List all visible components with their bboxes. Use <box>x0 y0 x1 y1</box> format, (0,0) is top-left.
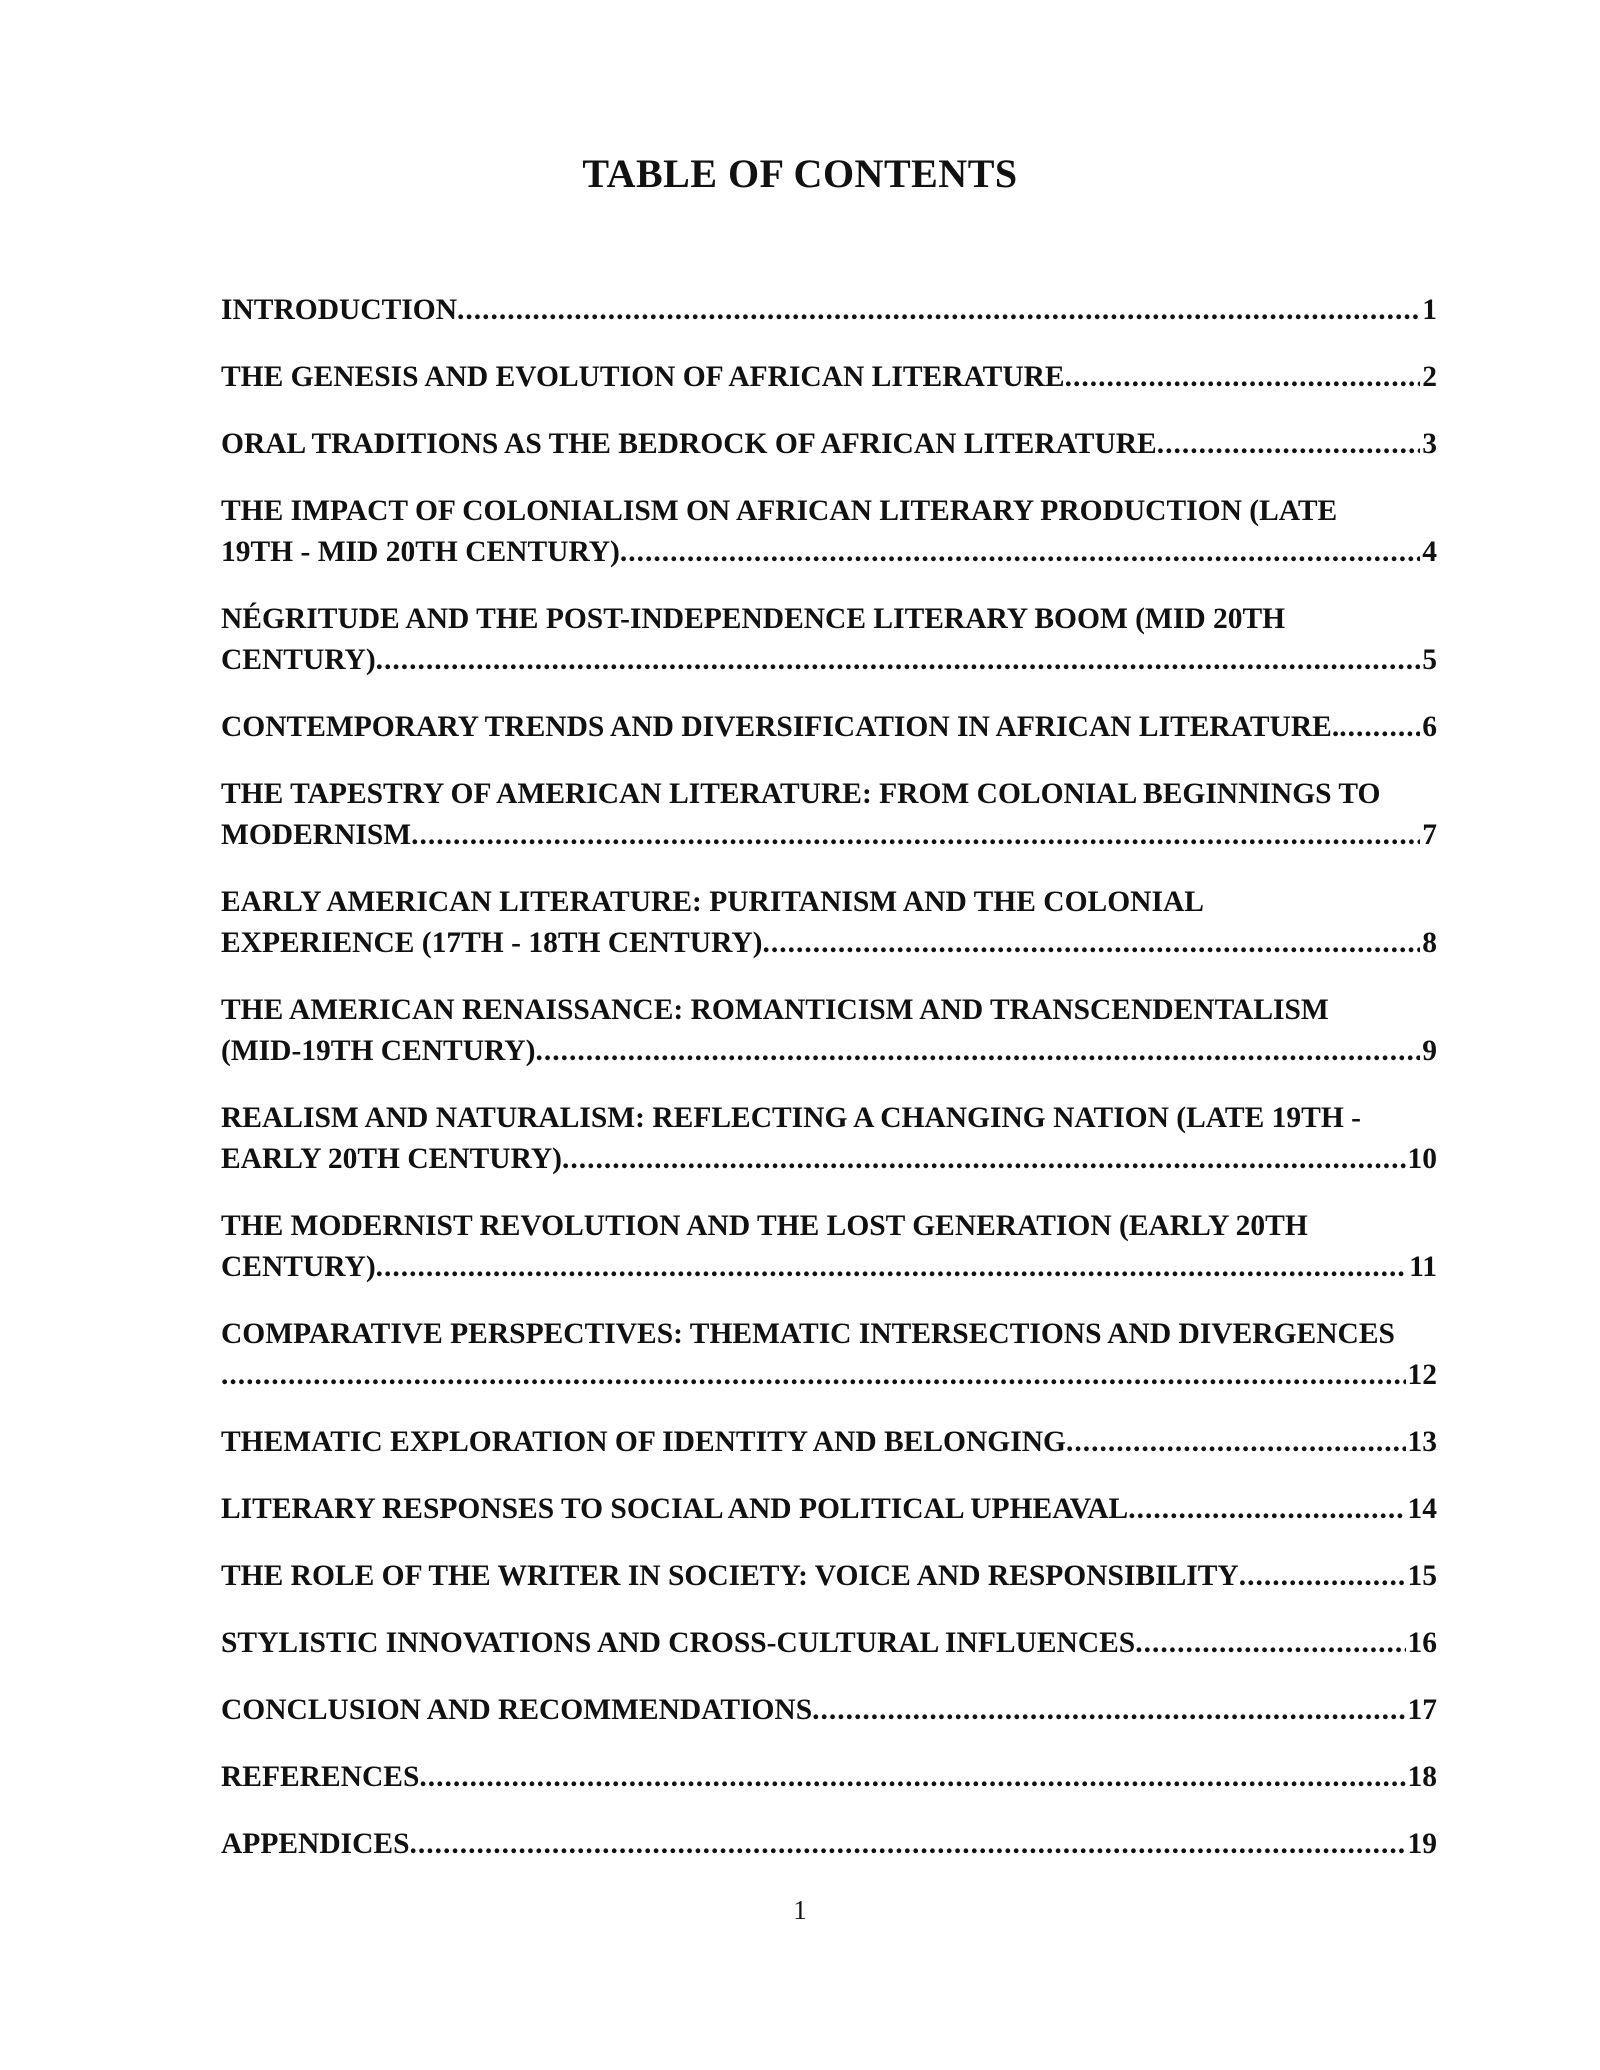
toc-page-number: 5 <box>1422 644 1437 676</box>
toc-entry[interactable] <box>221 1556 1437 1597</box>
toc-page-number: 9 <box>1422 1035 1437 1067</box>
toc-entry-title: CENTURY) <box>221 644 376 676</box>
toc-entry-title: INTRODUCTION <box>221 294 458 326</box>
toc-entry-leader-line <box>221 1824 1437 1865</box>
toc-entry[interactable] <box>221 357 1437 398</box>
toc-entry-leader-line <box>221 532 1437 573</box>
toc-entry-title-line: THE IMPACT OF COLONIALISM ON AFRICAN LITERARY PRODUCTION (LATE <box>221 495 1338 527</box>
toc-entry-title-line: NÉGRITUDE AND THE POST-INDEPENDENCE LITERARY BOOM (MID 20TH <box>221 603 1286 635</box>
toc-entry[interactable] <box>221 1314 1437 1396</box>
toc-entry-leader-line <box>221 640 1437 681</box>
toc-entry-title: APPENDICES <box>221 1828 410 1860</box>
toc-entry-leader-line <box>221 1247 1437 1288</box>
toc-page-number: 6 <box>1422 711 1437 743</box>
toc-entry-leader-line <box>221 815 1437 856</box>
dot-leader <box>812 1690 1405 1731</box>
dot-leader <box>1239 1556 1406 1597</box>
toc-entry[interactable] <box>221 1422 1437 1463</box>
toc-entry[interactable] <box>221 1690 1437 1731</box>
toc-page-number: 4 <box>1422 536 1437 568</box>
toc-page-number: 14 <box>1407 1493 1437 1525</box>
toc-entry-title: STYLISTIC INNOVATIONS AND CROSS-CULTURAL INFLUENCES <box>221 1627 1136 1659</box>
toc-entry[interactable] <box>221 290 1437 331</box>
toc-page-number: 10 <box>1407 1143 1437 1175</box>
dot-leader <box>221 1355 1406 1396</box>
dot-leader <box>457 290 1420 331</box>
toc-entry[interactable] <box>221 774 1437 856</box>
toc-entry-title: THEMATIC EXPLORATION OF IDENTITY AND BELONGING <box>221 1426 1066 1458</box>
toc-entry[interactable] <box>221 424 1437 465</box>
toc-page-number: 12 <box>1407 1359 1437 1391</box>
toc-entry-title: THE GENESIS AND EVOLUTION OF AFRICAN LITERATURE <box>221 361 1065 393</box>
toc-entry-title-line: COMPARATIVE PERSPECTIVES: THEMATIC INTERSECTIONS AND DIVERGENCES <box>221 1318 1395 1350</box>
toc-entry-title-line: THE MODERNIST REVOLUTION AND THE LOST GENERATION (EARLY 20TH <box>221 1210 1308 1242</box>
toc-page-number: 7 <box>1422 819 1437 851</box>
toc-entry[interactable] <box>221 1098 1437 1180</box>
toc-page-number: 3 <box>1422 428 1437 460</box>
toc-entry-leader-line <box>221 290 1437 331</box>
toc-entry[interactable] <box>221 1206 1437 1288</box>
dot-leader <box>1128 1489 1405 1530</box>
dot-leader <box>1066 1422 1406 1463</box>
dot-leader <box>376 1247 1407 1288</box>
toc-entry[interactable] <box>221 882 1437 964</box>
dot-leader <box>1339 707 1420 748</box>
toc-entry[interactable] <box>221 1757 1437 1798</box>
toc-page-number: 17 <box>1407 1694 1437 1726</box>
toc-entry[interactable] <box>221 990 1437 1072</box>
toc-entry-leader-line <box>221 1355 1437 1396</box>
dot-leader <box>1135 1623 1405 1664</box>
toc-entry-title-line: REALISM AND NATURALISM: REFLECTING A CHANGING NATION (LATE 19TH - <box>221 1102 1361 1134</box>
toc-entry-leader-line <box>221 707 1437 748</box>
toc-entry-title: 19TH - MID 20TH CENTURY) <box>221 536 620 568</box>
toc-page-number: 15 <box>1407 1560 1437 1592</box>
dot-leader <box>419 1757 1405 1798</box>
toc-entry-title: CONTEMPORARY TRENDS AND DIVERSIFICATION IN AFRICAN LITERATURE. <box>221 711 1340 743</box>
toc-entry[interactable] <box>221 1824 1437 1865</box>
dot-leader <box>1065 357 1421 398</box>
dot-leader <box>376 640 1421 681</box>
toc-entry-title: ORAL TRADITIONS AS THE BEDROCK OF AFRICAN LITERATURE <box>221 428 1157 460</box>
toc-entry-leader-line <box>221 357 1437 398</box>
toc-entry-leader-line <box>221 1757 1437 1798</box>
toc-entry-leader-line <box>221 923 1437 964</box>
toc-page-number: 8 <box>1422 927 1437 959</box>
toc-page-number: 2 <box>1422 361 1437 393</box>
toc-entry[interactable] <box>221 1623 1437 1664</box>
toc-entry[interactable] <box>221 599 1437 681</box>
toc-entry-title-line: THE AMERICAN RENAISSANCE: ROMANTICISM AND TRANSCENDENTALISM <box>221 994 1329 1026</box>
toc-entry-title: LITERARY RESPONSES TO SOCIAL AND POLITICAL UPHEAVAL <box>221 1493 1129 1525</box>
dot-leader <box>762 923 1420 964</box>
toc-entry-title-line: EARLY AMERICAN LITERATURE: PURITANISM AND THE COLONIAL <box>221 886 1204 918</box>
toc-page-number: 18 <box>1407 1761 1437 1793</box>
toc-entry-title: EARLY 20TH CENTURY) <box>221 1143 562 1175</box>
toc-page-number: 11 <box>1409 1251 1437 1283</box>
dot-leader <box>535 1031 1420 1072</box>
toc-entry-leader-line <box>221 1031 1437 1072</box>
toc-page-number: 19 <box>1407 1828 1437 1860</box>
toc-entry-title: EXPERIENCE (17TH - 18TH CENTURY) <box>221 927 763 959</box>
page-title: TABLE OF CONTENTS <box>582 151 1018 196</box>
toc-entry[interactable] <box>221 707 1437 748</box>
toc-entry-title: CONCLUSION AND RECOMMENDATIONS <box>221 1694 813 1726</box>
toc-page-number: 1 <box>1422 294 1437 326</box>
toc-entry-title: REFERENCES <box>221 1761 420 1793</box>
toc-entry-title: CENTURY) <box>221 1251 376 1283</box>
toc-entry-title: THE ROLE OF THE WRITER IN SOCIETY: VOICE AND RESPONSIBILITY <box>221 1560 1239 1592</box>
toc-entry[interactable] <box>221 491 1437 573</box>
dot-leader <box>620 532 1420 573</box>
toc-page-number: 13 <box>1407 1426 1437 1458</box>
dot-leader <box>562 1139 1406 1180</box>
toc-entry-title: MODERNISM <box>221 819 412 851</box>
dot-leader <box>1157 424 1421 465</box>
toc-entry-leader-line <box>221 424 1437 465</box>
toc-entry-leader-line <box>221 1422 1437 1463</box>
page-number: 1 <box>793 1895 807 1925</box>
toc-entry-leader-line <box>221 1623 1437 1664</box>
table-of-contents <box>221 290 1437 1891</box>
dot-leader <box>410 1824 1406 1865</box>
toc-entry[interactable] <box>221 1489 1437 1530</box>
toc-page-number: 16 <box>1407 1627 1437 1659</box>
toc-entry-title-line: THE TAPESTRY OF AMERICAN LITERATURE: FROM COLONIAL BEGINNINGS TO <box>221 778 1381 810</box>
dot-leader <box>411 815 1420 856</box>
toc-entry-title: (MID-19TH CENTURY) <box>221 1035 536 1067</box>
toc-entry-leader-line <box>221 1489 1437 1530</box>
toc-entry-leader-line <box>221 1139 1437 1180</box>
toc-entry-leader-line <box>221 1556 1437 1597</box>
toc-entry-leader-line <box>221 1690 1437 1731</box>
